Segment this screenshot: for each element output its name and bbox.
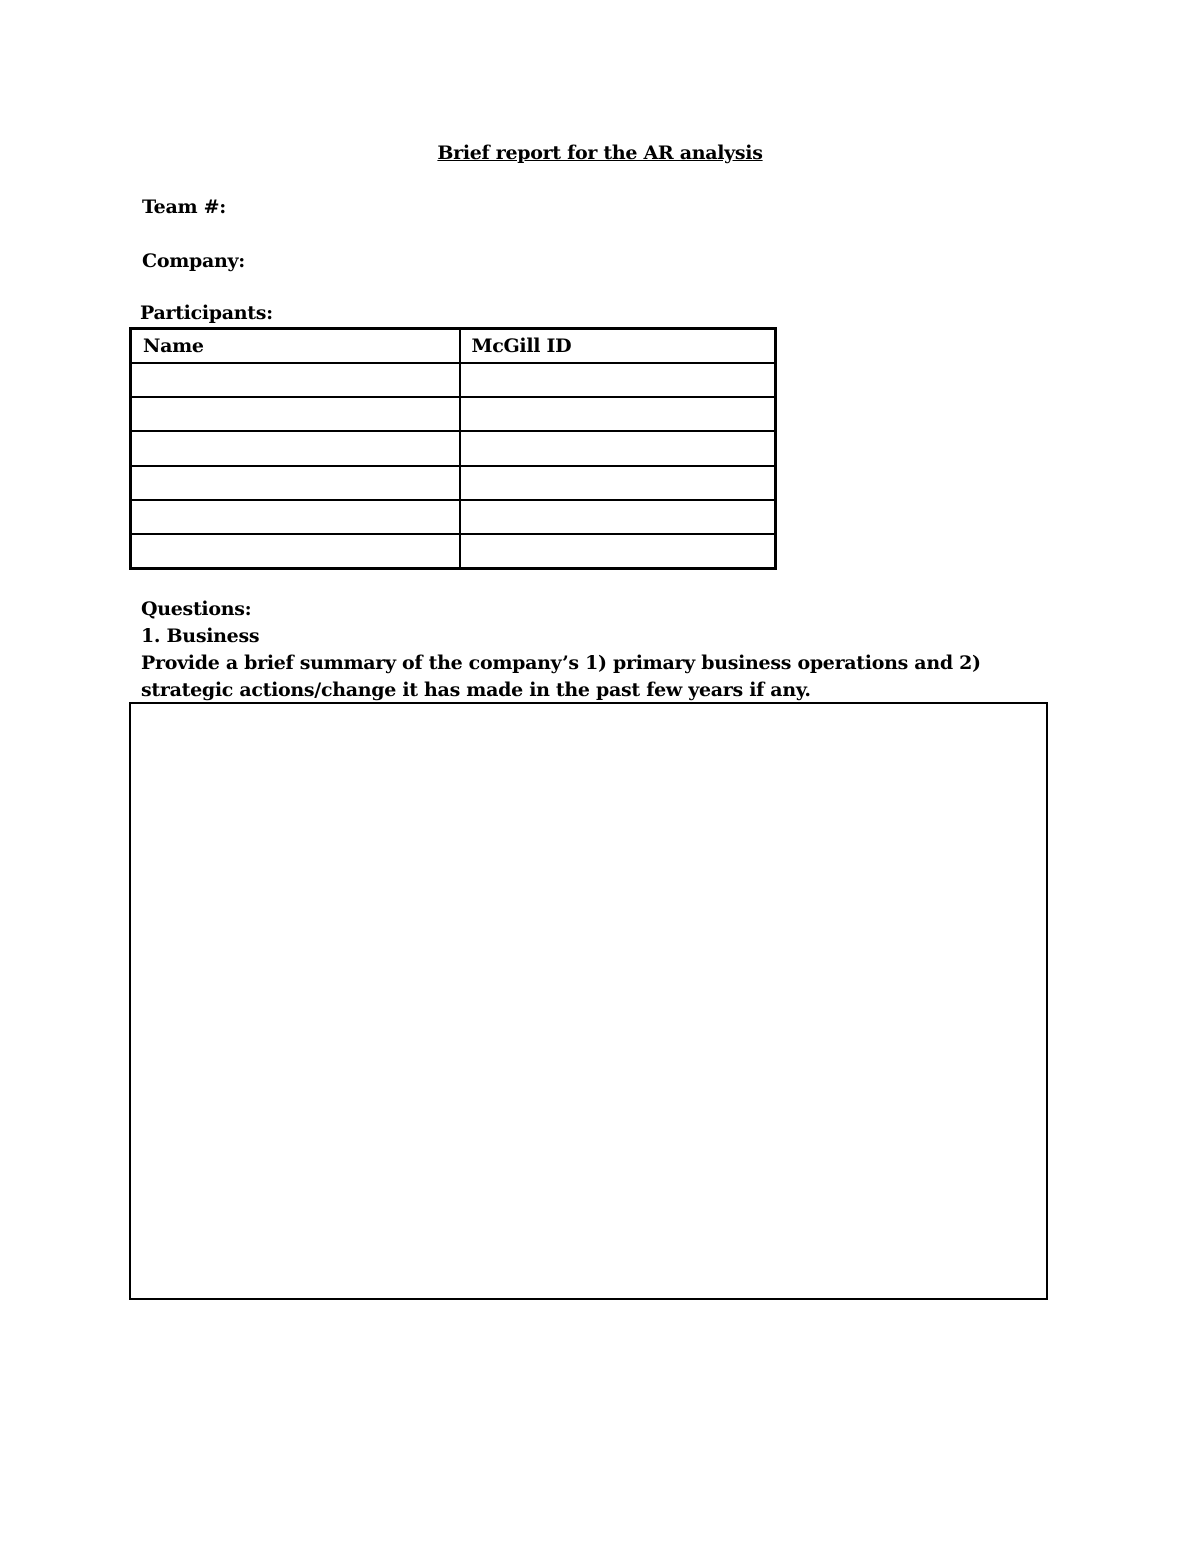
question-1-answer-box[interactable] [129, 702, 1048, 1300]
questions-label: Questions: [141, 598, 252, 620]
question-1-heading: 1. Business [141, 625, 260, 647]
document-title: Brief report for the AR analysis [437, 142, 763, 164]
table-row [131, 431, 776, 465]
company-label: Company: [142, 250, 245, 272]
participants-header-row [131, 329, 776, 363]
participants-label: Participants: [140, 302, 273, 324]
mcgill-id-cell[interactable] [460, 431, 776, 465]
column-header-mcgill-id: McGill ID [460, 329, 776, 363]
questions-section [141, 596, 1021, 704]
table-row [131, 500, 776, 534]
question-1-prompt: Provide a brief summary of the company’s 1) primary business operations and 2) strategic actions/change it has made in the past few years if any. [141, 652, 981, 701]
table-row [131, 466, 776, 500]
mcgill-id-cell[interactable] [460, 534, 776, 568]
column-header-name: Name [131, 329, 460, 363]
mcgill-id-cell[interactable] [460, 363, 776, 397]
team-label: Team #: [142, 196, 226, 218]
name-cell[interactable] [131, 500, 460, 534]
name-cell[interactable] [131, 466, 460, 500]
mcgill-id-cell[interactable] [460, 466, 776, 500]
participants-table [129, 327, 777, 570]
mcgill-id-cell[interactable] [460, 500, 776, 534]
table-row [131, 534, 776, 568]
name-cell[interactable] [131, 397, 460, 431]
table-row [131, 397, 776, 431]
name-cell[interactable] [131, 363, 460, 397]
mcgill-id-cell[interactable] [460, 397, 776, 431]
table-row [131, 363, 776, 397]
name-cell[interactable] [131, 431, 460, 465]
name-cell[interactable] [131, 534, 460, 568]
